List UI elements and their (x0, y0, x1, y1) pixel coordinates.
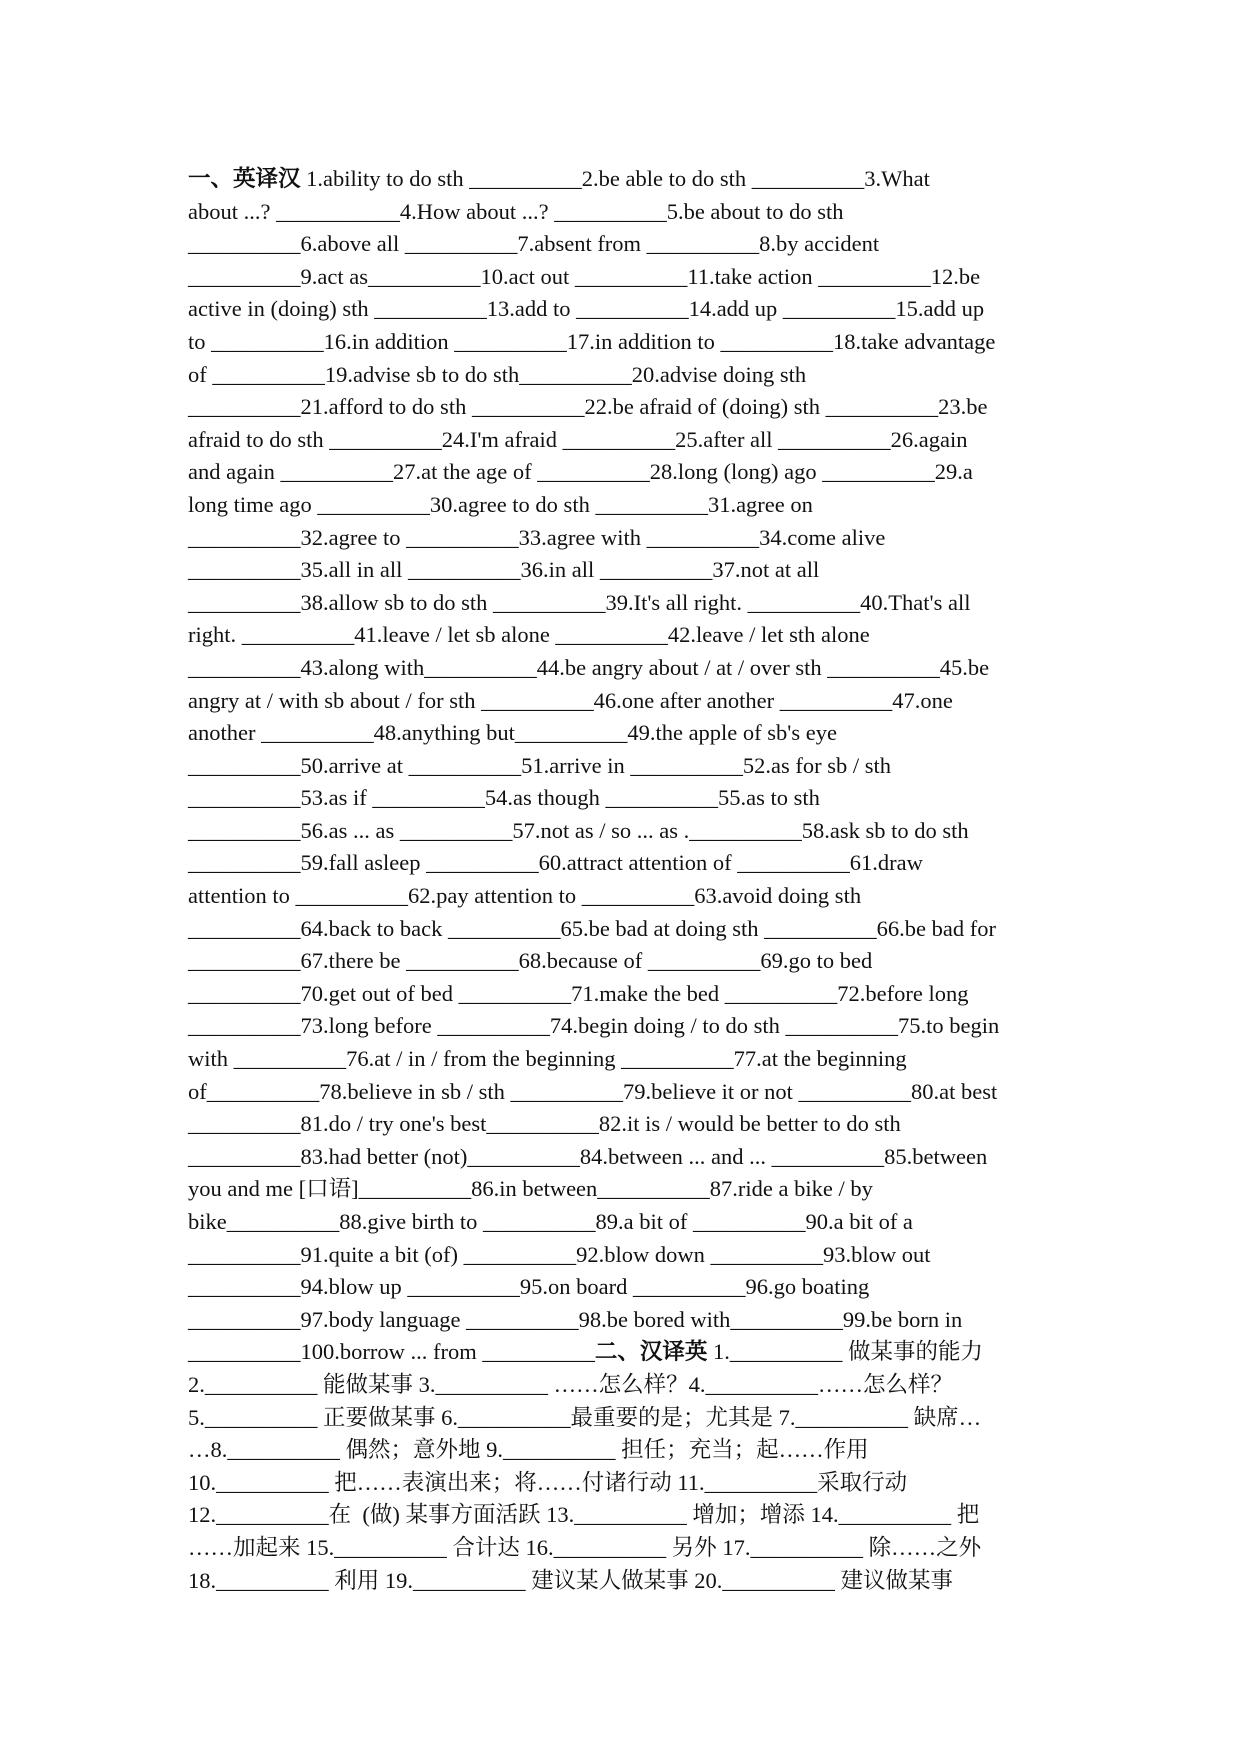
text-line-27: __________73.long before __________74.begin doing / to do sth __________75.to begin (188, 1013, 1000, 1039)
text-line-24: __________64.back to back __________65.be bad at doing sth __________66.be bad for (188, 915, 997, 941)
text-line-44: 18.__________ 利用 19.__________ 建议某人做某事 20.__________ 建议做某事 (188, 1567, 954, 1593)
text-line-29: of__________78.believe in sb / sth __________79.believe it or not __________80.at best (188, 1078, 998, 1104)
text-line-35: __________94.blow up __________95.on board __________96.go boating (188, 1274, 870, 1300)
text-line-8: __________21.afford to do sth __________22.be afraid of (doing) sth __________23.be (188, 394, 988, 420)
text-line-7: of __________19.advise sb to do sth__________20.advise doing sth (188, 361, 807, 387)
text-line-38: 2.__________ 能做某事 3.__________ ……怎么样？4.__________……怎么样？ (188, 1371, 954, 1397)
text-line-17: angry at / with sb about / for sth __________46.one after another __________47.one (188, 687, 953, 713)
text-line-4: __________9.act as__________10.act out __________11.take action __________12.be (188, 263, 981, 289)
section-heading-chinese-to-english: 二、汉译英 (594, 1339, 708, 1365)
text-line-19: __________50.arrive at __________51.arrive in __________52.as for sb / sth (188, 752, 892, 778)
text-line-40: …8.__________ 偶然；意外地 9.__________ 担任；充当；起……作用 (188, 1437, 869, 1463)
text-line-21: __________56.as ... as __________57.not as / so ... as .__________58.ask sb to do sth (188, 817, 969, 843)
text-line-12: __________32.agree to __________33.agree with __________34.come alive (188, 524, 886, 550)
text-line-20: __________53.as if __________54.as though __________55.as to sth (188, 785, 820, 811)
text-line-43: ……加起来 15.__________ 合计达 16.__________ 另外 17.__________ 除……之外 (188, 1534, 982, 1560)
text-line-11: long time ago __________30.agree to do sth __________31.agree on (188, 491, 813, 517)
text-line-14: __________38.allow sb to do sth __________39.It's all right. __________40.That's all (188, 589, 971, 615)
text-line-41: 10.__________ 把……表演出来；将……付诸行动 11.__________采取行动 (188, 1469, 908, 1495)
text-line-30: __________81.do / try one's best__________82.it is / would be better to do sth (188, 1111, 901, 1137)
text-line-31: __________83.had better (not)__________84.between ... and ... __________85.between (188, 1143, 988, 1169)
text-line-39: 5.__________ 正要做某事 6.__________最重要的是；尤其是 7.__________ 缺席… (188, 1404, 982, 1430)
line-text-continued: 1.__________ 做某事的能力 (707, 1339, 984, 1365)
worksheet-page (188, 163, 1068, 1597)
text-line-23: attention to __________62.pay attention to __________63.avoid doing sth (188, 883, 862, 909)
text-line-16: __________43.along with__________44.be angry about / at / over sth __________45.be (188, 654, 990, 680)
text-line-5: active in (doing) sth __________13.add to __________14.add up __________15.add up (188, 296, 985, 322)
text-line-15: right. __________41.leave / let sb alone __________42.leave / let sth alone (188, 622, 870, 648)
text-line-42: 12.__________在 (做) 某事方面活跃 13.__________ 增加；增添 14.__________ 把 (188, 1502, 980, 1528)
line-text: __________100.borrow ... from __________ (188, 1339, 595, 1365)
text-line-2: about ...? ___________4.How about ...? __________5.be about to do sth (188, 198, 844, 224)
text-line-33: bike__________88.give birth to __________89.a bit of __________90.a bit of a (188, 1209, 913, 1234)
text-line-10: and again __________27.at the age of __________28.long (long) ago __________29.a (188, 459, 973, 485)
text-line-9: afraid to do sth __________24.I'm afraid __________25.after all __________26.again (188, 426, 968, 452)
section-heading-english-to-chinese: 一、英译汉 (188, 166, 301, 191)
text-line-6: to __________16.in addition __________17.in addition to __________18.take advantage (188, 328, 996, 354)
text-line-22: __________59.fall asleep __________60.attract attention of __________61.draw (188, 850, 923, 876)
text-line-18: another __________48.anything but__________49.the apple of sb's eye (188, 720, 837, 746)
text-line-3: __________6.above all __________7.absent from __________8.by accident (188, 231, 880, 257)
text-line-37 (188, 1336, 1068, 1369)
text-line-34: __________91.quite a bit (of) __________92.blow down __________93.blow out (188, 1241, 931, 1267)
text-line-1 (188, 163, 1068, 196)
text-line-26: __________70.get out of bed __________71.make the bed __________72.before long (188, 980, 969, 1006)
text-line-25: __________67.there be __________68.because of __________69.go to bed (188, 948, 873, 974)
line-text: 1.ability to do sth __________2.be able to do sth __________3.What (300, 166, 930, 191)
text-line-32: you and me [口语]__________86.in between__________87.ride a bike / by (188, 1176, 873, 1202)
text-line-13: __________35.all in all __________36.in all __________37.not at all (188, 557, 820, 583)
text-line-36: __________97.body language __________98.be bored with__________99.be born in (188, 1306, 963, 1332)
text-line-28: with __________76.at / in / from the beginning __________77.at the beginning (188, 1046, 907, 1072)
